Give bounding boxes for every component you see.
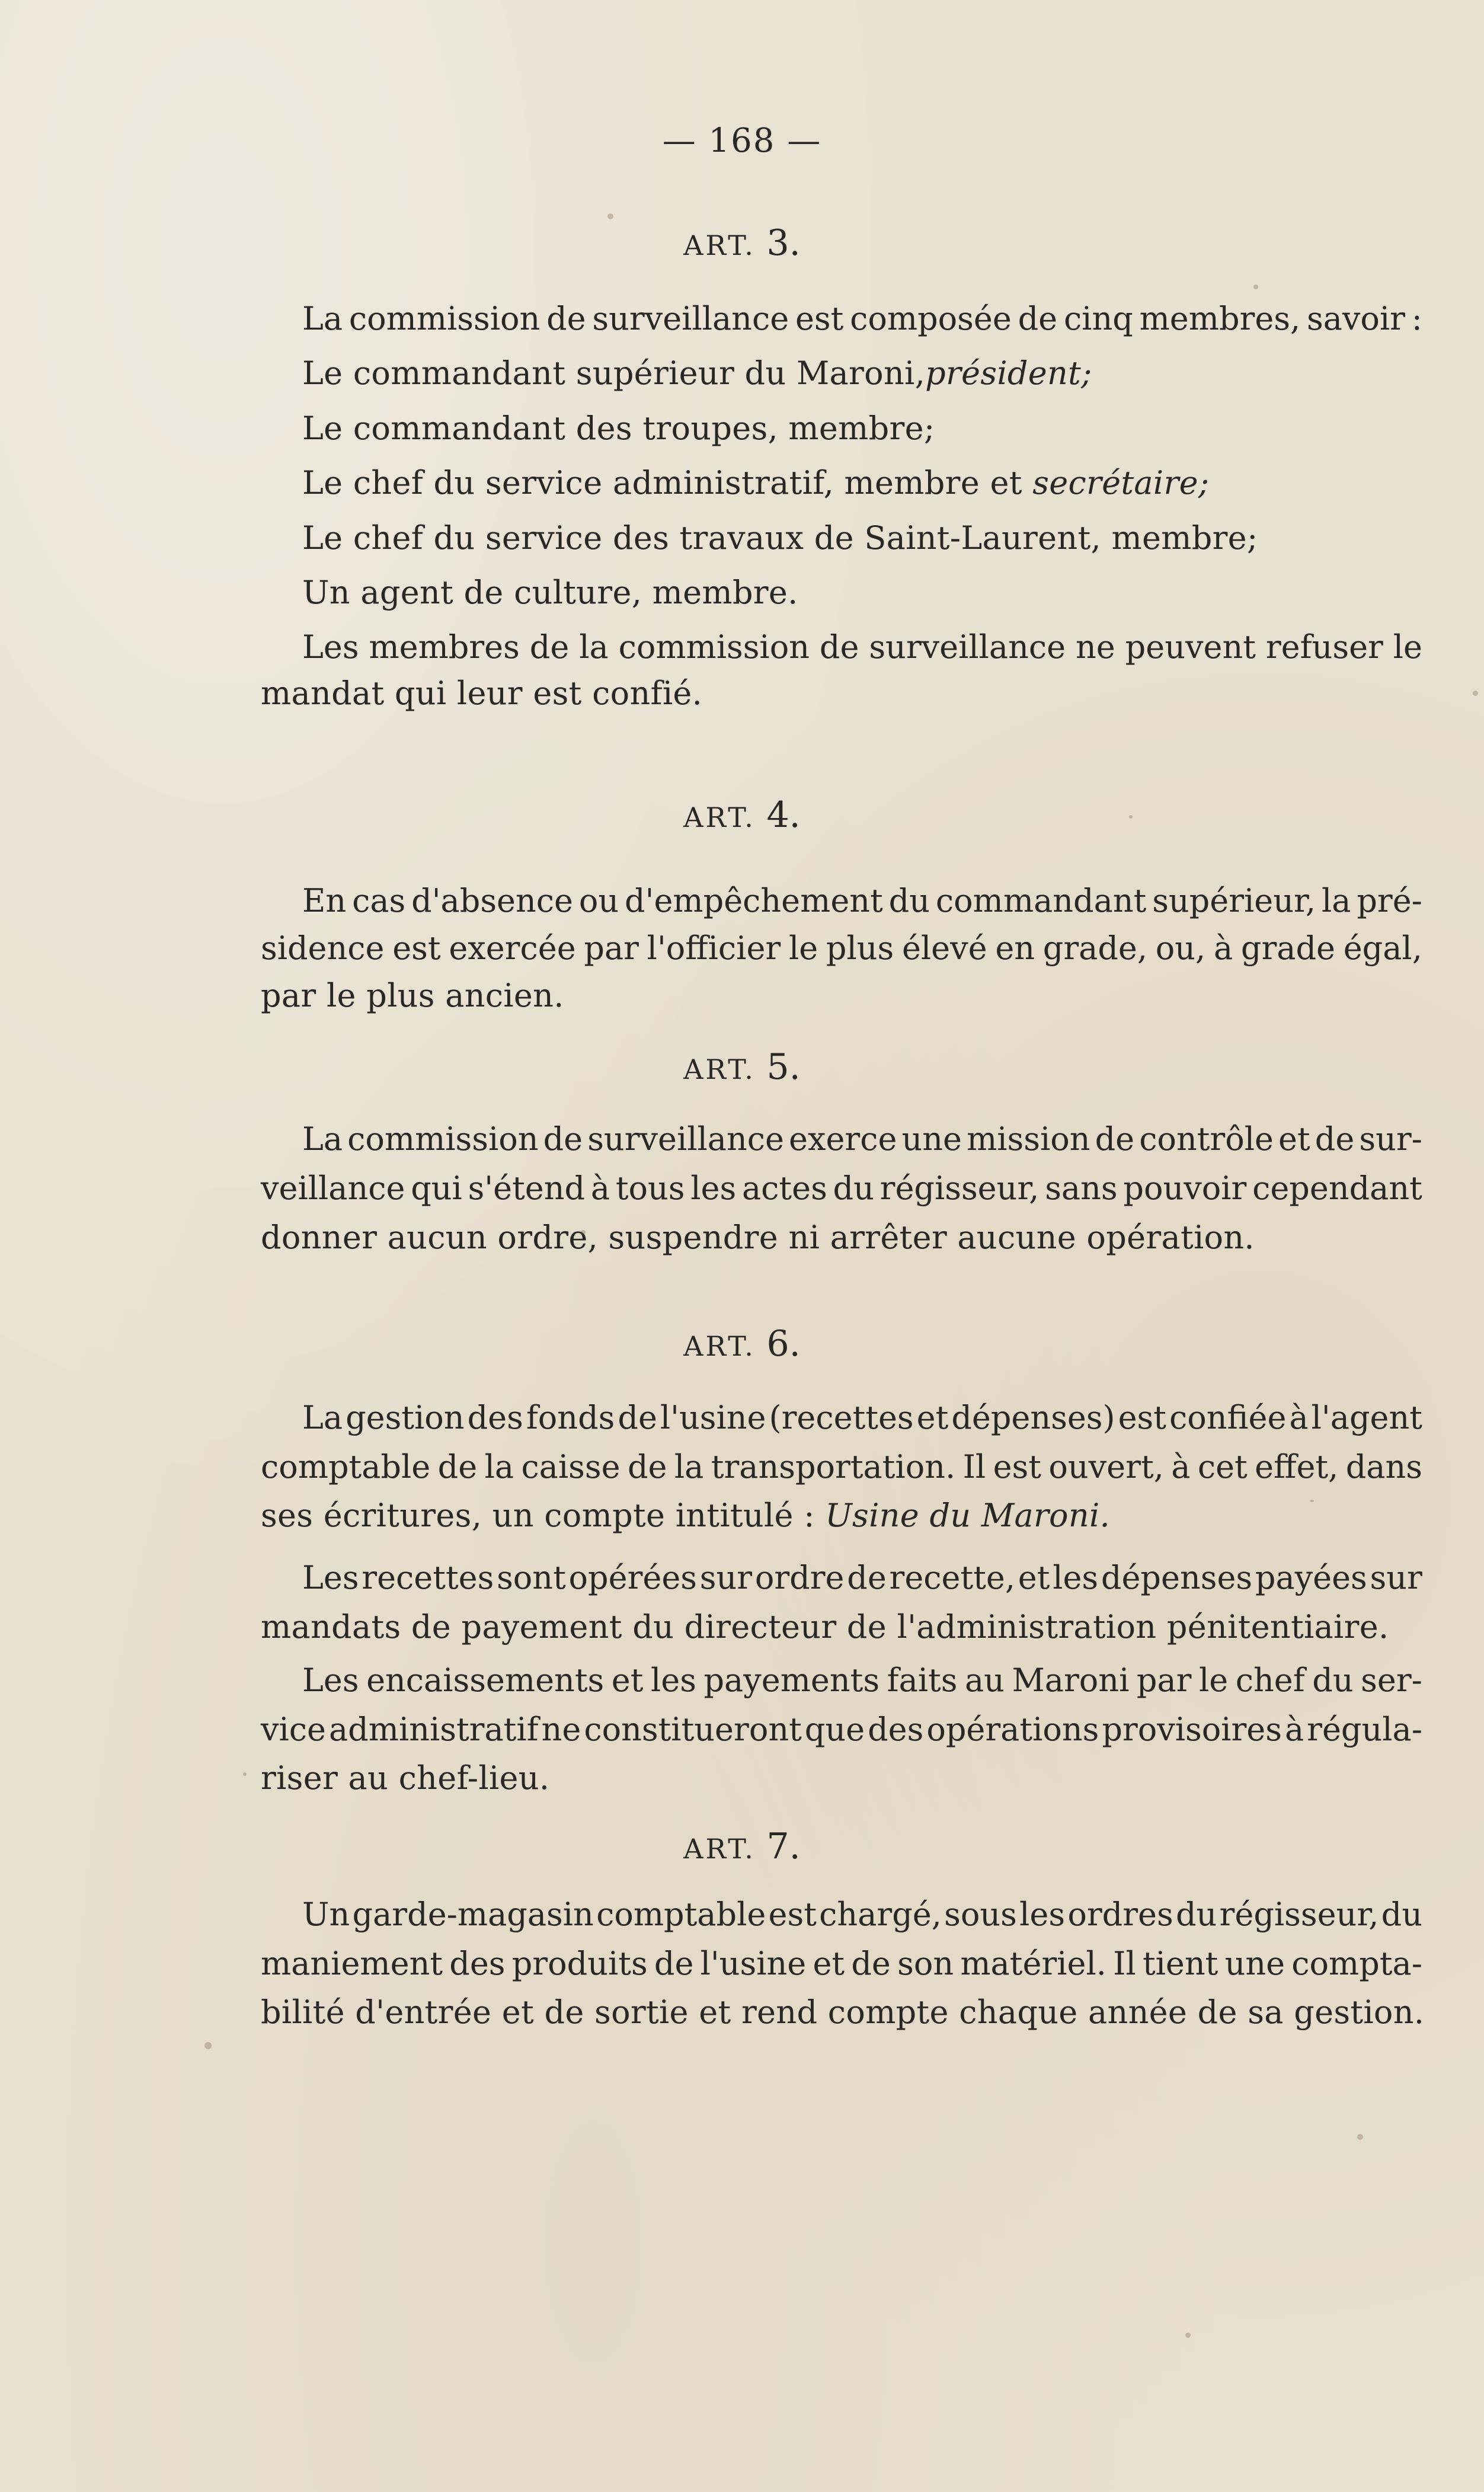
paragraph-line: Les encaissements et les payements faits au Maroni par le chef du ser- [302,1662,1422,1699]
page-number: — 168 — [662,122,822,160]
paragraph-line: En cas d'absence ou d'empêchement du commandant supérieur, la pré- [302,882,1422,919]
paragraph-line: par le plus ancien. [261,977,564,1014]
paper-speck [581,1230,586,1235]
paragraph-line: donner aucun ordre, suspendre ni arrêter aucune opération. [261,1219,1255,1256]
paragraph-line: veillance qui s'étend à tous les actes du régisseur, sans pouvoir cependant [261,1170,1422,1207]
paragraph-line: Un agent de culture, membre. [302,574,798,611]
paragraph-line: maniement des produits de l'usine et de son matériel. Il tient une compta- [261,1945,1422,1982]
paper-speck [1310,1500,1314,1502]
article-heading-6: ART. 6. [683,1323,801,1365]
paper-speck [243,1772,247,1776]
paper-speck [1253,285,1258,289]
paragraph-line: sidence est exercée par l'officier le plus élevé en grade, ou, à grade égal, [261,929,1422,967]
paragraph-line: La commission de surveillance est composée de cinq membres, savoir : [302,300,1422,337]
paragraph-line: riser au chef-lieu. [261,1759,550,1797]
paper-speck [1357,2134,1363,2140]
paragraph-line: Un garde-magasin comptable est chargé, sous les ordres du régisseur, du [302,1896,1422,1933]
paragraph-line: Les membres de la commission de surveillance ne peuvent refuser le [302,628,1422,666]
article-heading-7: ART. 7. [683,1826,801,1867]
article-heading-3: ART. 3. [683,222,801,264]
paragraph-line: bilité d'entrée et de sortie et rend compte chaque année de sa gestion. [261,1993,1425,2031]
paragraph-line: Le chef du service administratif, membre et secrétaire; [302,464,1210,501]
paragraph-line: mandat qui leur est confié. [261,675,703,712]
article-heading-5: ART. 5. [683,1046,801,1088]
paper-speck [1185,2333,1191,2338]
paragraph-line: Le commandant des troupes, membre; [302,410,935,447]
paragraph-line: mandats de payement du directeur de l'administration pénitentiaire. [261,1608,1389,1646]
paragraph-line: La gestion des fonds de l'usine (recettes et dépenses) est confiée à l'agent [302,1399,1422,1436]
article-heading-4: ART. 4. [683,794,801,836]
paragraph-line: comptable de la caisse de la transportation. Il est ouvert, à cet effet, dans [261,1448,1422,1485]
paragraph-line: Le commandant supérieur du Maroni,président; [302,354,1092,392]
paragraph-line: vice administratif ne constitueront que des opérations provisoires à régula- [261,1711,1422,1748]
paper-speck [1129,815,1133,819]
paper-speck [607,213,613,219]
paper-speck [204,2042,212,2049]
paragraph-line: Les recettes sont opérées sur ordre de recette, et les dépenses payées sur [302,1559,1422,1596]
paper-speck [1473,691,1478,696]
paragraph-line: La commission de surveillance exerce une mission de contrôle et de sur- [302,1120,1422,1158]
paragraph-line: Le chef du service des travaux de Saint-Laurent, membre; [302,519,1258,557]
paragraph-line: ses écritures, un compte intitulé : Usine du Maroni. [261,1497,1110,1534]
